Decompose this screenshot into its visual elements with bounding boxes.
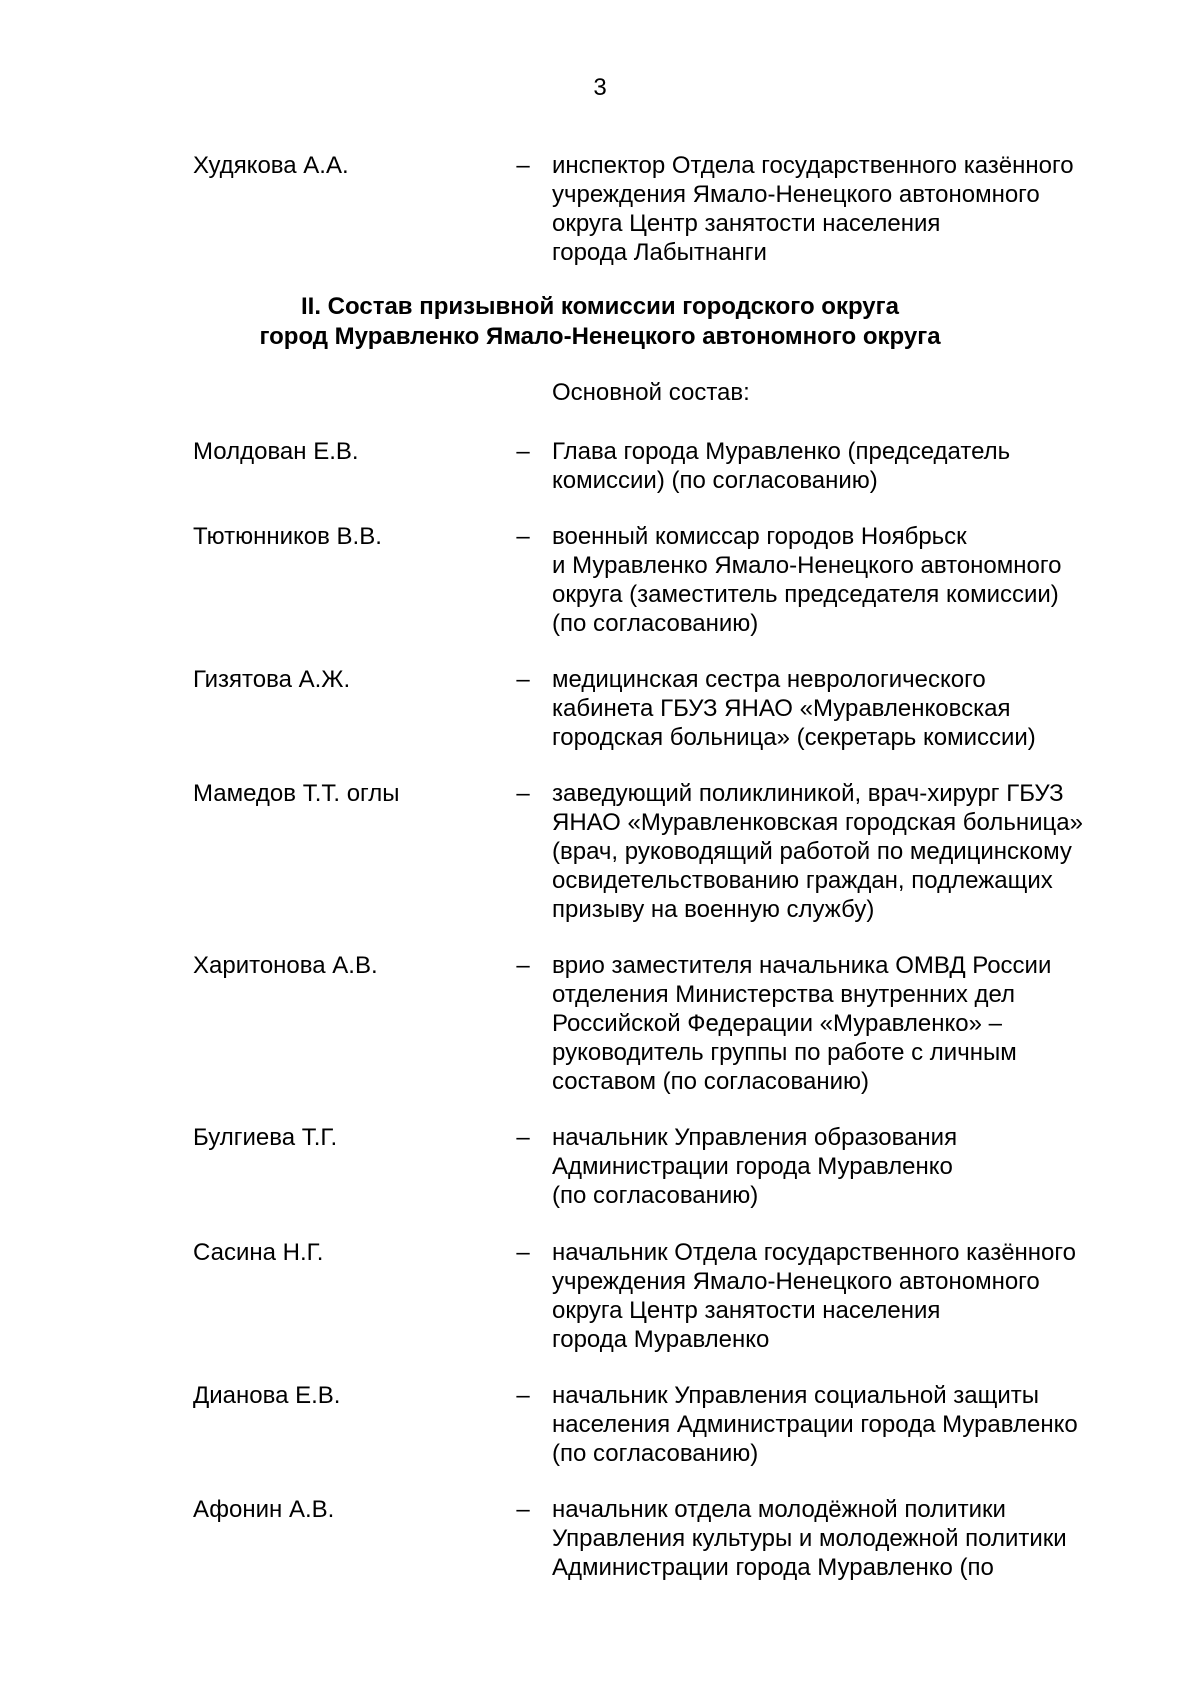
- position-line: Администрации города Муравленко: [552, 1153, 953, 1180]
- separator-dash: –: [516, 523, 530, 550]
- member-entry: [193, 665, 1153, 752]
- position-line: Российской Федерации «Муравленко» –: [552, 1010, 1002, 1037]
- position-line: заведующий поликлиникой, врач-хирург ГБУЗ: [552, 780, 1064, 807]
- position-line: начальник Отдела государственного казённого: [552, 1239, 1076, 1266]
- member-entry: [193, 951, 1153, 1096]
- position-line: ЯНАО «Муравленковская городская больница»: [552, 809, 1083, 836]
- separator-dash: –: [516, 1382, 530, 1409]
- member-position: [552, 1123, 1152, 1210]
- member-name: Худякова А.А.: [193, 152, 349, 179]
- position-line: Глава города Муравленко (председатель: [552, 438, 1011, 465]
- member-position: [552, 1381, 1152, 1468]
- member-position: [552, 779, 1152, 924]
- separator-dash: –: [516, 780, 530, 807]
- position-line: населения Администрации города Муравленко: [552, 1411, 1078, 1438]
- position-line: города Муравленко: [552, 1326, 770, 1353]
- page-number: 3: [593, 74, 607, 101]
- member-entry: [193, 1238, 1153, 1354]
- position-line: (врач, руководящий работой по медицинскому: [552, 838, 1072, 865]
- position-line: врио заместителя начальника ОМВД России: [552, 952, 1052, 979]
- member-name: Молдован Е.В.: [193, 438, 359, 465]
- member-entry-prior: [193, 151, 1153, 267]
- position-line: (по согласованию): [552, 1440, 759, 1467]
- member-entry: [193, 1495, 1153, 1582]
- separator-dash: –: [516, 438, 530, 465]
- member-entry: [193, 779, 1153, 924]
- member-position: [552, 437, 1152, 495]
- position-line: городская больница» (секретарь комиссии): [552, 724, 1036, 751]
- separator-dash: –: [516, 152, 530, 179]
- section-title: [0, 292, 1200, 352]
- position-line: (по согласованию): [552, 1182, 759, 1209]
- member-name: Харитонова А.В.: [193, 952, 378, 979]
- position-line: округа Центр занятости населения: [552, 1297, 941, 1324]
- separator-dash: –: [516, 952, 530, 979]
- section-title-line: II. Состав призывной комиссии городского округа: [301, 293, 899, 320]
- member-entry: [193, 522, 1153, 638]
- member-entry: [193, 1123, 1153, 1210]
- position-line: отделения Министерства внутренних дел: [552, 981, 1016, 1008]
- position-line: учреждения Ямало-Ненецкого автономного: [552, 181, 1040, 208]
- position-line: военный комиссар городов Ноябрьск: [552, 523, 967, 550]
- member-name: Тютюнников В.В.: [193, 523, 382, 550]
- position-line: округа (заместитель председателя комиссии): [552, 581, 1059, 608]
- position-line: (по согласованию): [552, 610, 759, 637]
- section-subheading: Основной состав:: [552, 379, 750, 406]
- position-line: инспектор Отдела государственного казённого: [552, 152, 1074, 179]
- position-line: составом (по согласованию): [552, 1068, 869, 1095]
- position-line: кабинета ГБУЗ ЯНАО «Муравленковская: [552, 695, 1011, 722]
- separator-dash: –: [516, 666, 530, 693]
- position-line: округа Центр занятости населения: [552, 210, 941, 237]
- member-position: [552, 151, 1152, 267]
- position-line: освидетельствованию граждан, подлежащих: [552, 867, 1053, 894]
- member-name: Мамедов Т.Т. оглы: [193, 780, 400, 807]
- position-line: медицинская сестра неврологического: [552, 666, 986, 693]
- member-name: Булгиева Т.Г.: [193, 1124, 338, 1151]
- position-line: начальник Управления социальной защиты: [552, 1382, 1040, 1409]
- position-line: и Муравленко Ямало-Ненецкого автономного: [552, 552, 1062, 579]
- member-position: [552, 665, 1152, 752]
- position-line: Администрации города Муравленко (по: [552, 1554, 994, 1581]
- member-position: [552, 1238, 1152, 1354]
- separator-dash: –: [516, 1124, 530, 1151]
- position-line: начальник Управления образования: [552, 1124, 958, 1151]
- position-line: учреждения Ямало-Ненецкого автономного: [552, 1268, 1040, 1295]
- member-name: Гизятова А.Ж.: [193, 666, 351, 693]
- member-name: Дианова Е.В.: [193, 1382, 341, 1409]
- member-position: [552, 522, 1152, 638]
- member-entry: [193, 1381, 1153, 1468]
- separator-dash: –: [516, 1239, 530, 1266]
- position-line: Управления культуры и молодежной политики: [552, 1525, 1067, 1552]
- position-line: руководитель группы по работе с личным: [552, 1039, 1017, 1066]
- position-line: города Лабытнанги: [552, 239, 767, 266]
- member-name: Сасина Н.Г.: [193, 1239, 324, 1266]
- member-position: [552, 1495, 1152, 1582]
- position-line: призыву на военную службу): [552, 896, 875, 923]
- section-title-line: город Муравленко Ямало-Ненецкого автономного округа: [259, 323, 941, 350]
- member-name: Афонин А.В.: [193, 1496, 335, 1523]
- member-entry: [193, 437, 1153, 495]
- separator-dash: –: [516, 1496, 530, 1523]
- position-line: начальник отдела молодёжной политики: [552, 1496, 1006, 1523]
- position-line: комиссии) (по согласованию): [552, 467, 878, 494]
- member-position: [552, 951, 1152, 1096]
